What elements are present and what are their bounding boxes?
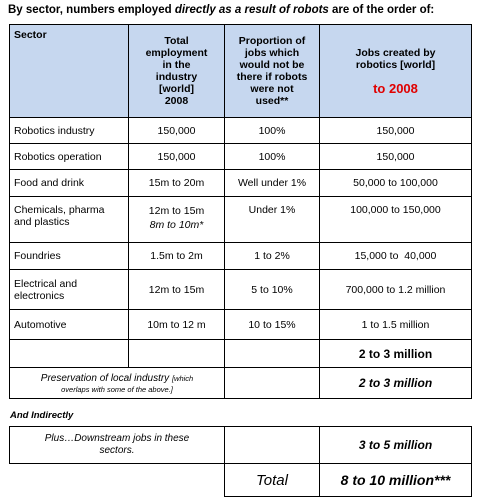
table-row — [10, 170, 472, 197]
table-row — [10, 197, 472, 243]
empty-cell — [225, 368, 320, 399]
row-proportion: 10 to 15% — [225, 310, 320, 340]
empty-cell — [225, 340, 320, 368]
header-employment-line: in the — [162, 59, 191, 71]
header-employment — [129, 25, 225, 118]
row-sector-line: Chemicals, pharma — [14, 204, 105, 216]
header-jobs-line: robotics [world] — [355, 59, 436, 71]
table-row — [10, 243, 472, 270]
row-jobs: 1 to 1.5 million — [320, 310, 472, 340]
row-employment: 150,000 — [129, 144, 225, 170]
row-sector — [10, 197, 129, 243]
header-proportion — [225, 25, 320, 118]
header-jobs-created — [320, 25, 472, 118]
downstream-label-line: Plus…Downstream jobs in these — [44, 433, 190, 444]
total-row — [10, 464, 472, 497]
subtotal-row — [10, 340, 472, 368]
total-value: 8 to 10 million*** — [320, 464, 472, 497]
row-proportion: Under 1% — [225, 197, 320, 243]
row-sector-line: electronics — [14, 289, 65, 302]
row-jobs: 150,000 — [320, 118, 472, 144]
header-employment-line: employment — [145, 47, 208, 59]
row-employment — [129, 197, 225, 243]
row-employment: 10m to 12 m — [129, 310, 225, 340]
row-employment: 150,000 — [129, 118, 225, 144]
row-sector: Automotive — [10, 310, 129, 340]
header-proportion-line: would not be — [239, 59, 305, 71]
total-label: Total — [225, 464, 320, 497]
preservation-note: overlaps with some of the above.] — [61, 384, 173, 394]
row-jobs: 50,000 to 100,000 — [320, 170, 472, 197]
empty-cell — [225, 427, 320, 464]
heading-suffix: are of the order of: — [328, 4, 435, 16]
header-employment-line: industry — [155, 71, 198, 83]
row-jobs: 700,000 to 1.2 million — [320, 270, 472, 310]
row-jobs: 100,000 to 150,000 — [320, 197, 472, 243]
row-employment: 12m to 15m — [129, 270, 225, 310]
downstream-table — [9, 426, 472, 497]
row-sector: Robotics industry — [10, 118, 129, 144]
table-row — [10, 310, 472, 340]
row-proportion: 1 to 2% — [225, 243, 320, 270]
header-proportion-line: used** — [255, 95, 289, 107]
empty-cell — [129, 340, 225, 368]
downstream-value: 3 to 5 million — [320, 427, 472, 464]
indirect-heading: And Indirectly — [10, 410, 74, 421]
preservation-row — [10, 368, 472, 399]
row-sector: Robotics operation — [10, 144, 129, 170]
row-sector-line: and plastics — [14, 216, 70, 228]
preservation-value: 2 to 3 million — [320, 368, 472, 399]
row-proportion: 5 to 10% — [225, 270, 320, 310]
heading-prefix: By sector, numbers employed — [8, 4, 175, 16]
page-heading — [8, 4, 434, 16]
empty-cell — [10, 340, 129, 368]
header-sector: Sector — [10, 25, 129, 118]
row-proportion: 100% — [225, 118, 320, 144]
heading-emphasis: directly as a result of robots — [174, 4, 329, 16]
header-row — [10, 25, 472, 118]
downstream-label — [10, 427, 225, 464]
subtotal-value: 2 to 3 million — [320, 340, 472, 368]
preservation-note: [which — [171, 373, 194, 383]
row-sector: Foundries — [10, 243, 129, 270]
empty-cell — [10, 464, 225, 497]
header-employment-line: Total — [164, 35, 189, 47]
header-proportion-line: Proportion of — [238, 35, 306, 47]
header-employment-line: [world] — [159, 83, 194, 95]
header-employment-line: 2008 — [164, 95, 189, 107]
preservation-label — [10, 368, 225, 399]
row-employment-value: 12m to 15m — [148, 205, 205, 217]
preservation-label-text: Preservation of local industry — [40, 372, 172, 384]
table-row — [10, 118, 472, 144]
row-employment-note: 8m to 10m* — [149, 219, 204, 231]
row-proportion: 100% — [225, 144, 320, 170]
robot-employment-table — [9, 24, 472, 399]
downstream-label-line: sectors. — [99, 445, 135, 456]
table-row — [10, 144, 472, 170]
row-sector — [10, 270, 129, 310]
row-sector: Food and drink — [10, 170, 129, 197]
row-proportion: Well under 1% — [225, 170, 320, 197]
header-proportion-line: jobs which — [244, 47, 300, 59]
row-jobs: 150,000 — [320, 144, 472, 170]
header-proportion-line: were not — [250, 83, 294, 95]
downstream-row — [10, 427, 472, 464]
header-jobs-year: to 2008 — [373, 81, 418, 96]
table-row — [10, 270, 472, 310]
header-jobs-line: Jobs created by — [355, 47, 436, 59]
row-employment: 1.5m to 2m — [129, 243, 225, 270]
header-proportion-line: there if robots — [236, 71, 308, 83]
row-jobs: 15,000 to 40,000 — [320, 243, 472, 270]
row-employment: 15m to 20m — [129, 170, 225, 197]
row-sector-line: Electrical and — [14, 277, 78, 290]
